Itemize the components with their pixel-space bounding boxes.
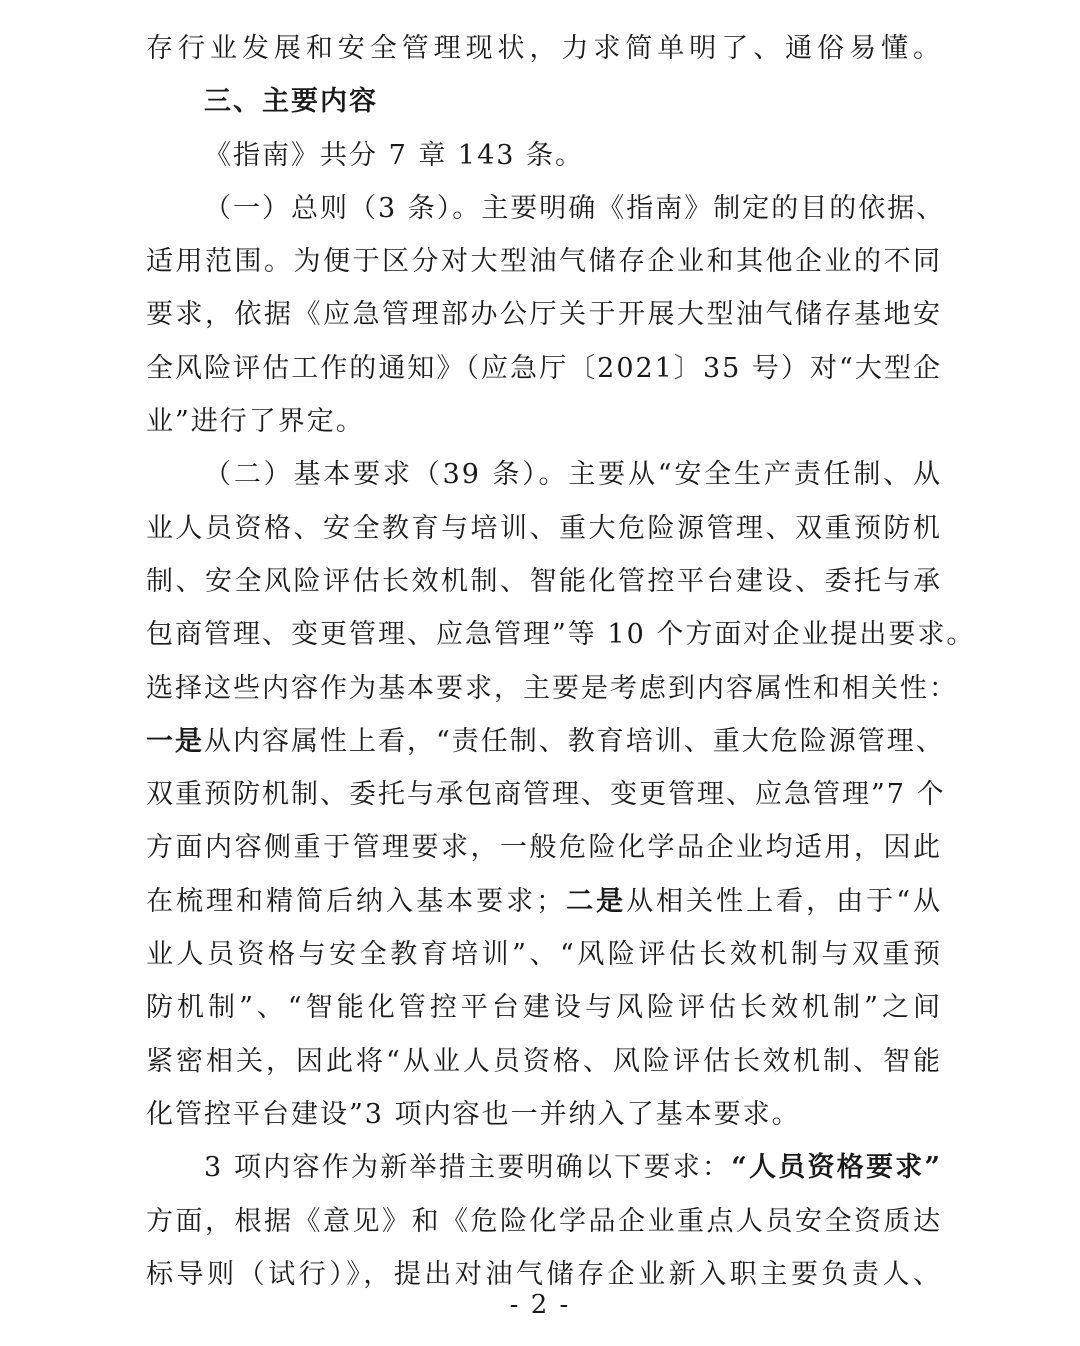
text-line-21: 化管控平台建设”3 项内容也一并纳入了基本要求。 (146, 1098, 801, 1130)
text-line-22-pre: 3 项内容作为新举措主要明确以下要求： (204, 1152, 732, 1184)
emphasis-first: 一是 (146, 725, 204, 757)
text-line-17-pre: 在梳理和精简后纳入基本要求； (146, 885, 566, 917)
text-line-6: 要求，依据《应急管理部办公厅关于开展大型油气储存基地安 (146, 299, 942, 331)
document-body (146, 22, 976, 1301)
subsection-general-provisions: （一）总则（3 条）。主要明确《指南》制定的目的依据、 (204, 192, 946, 224)
text-line-12: 包商管理、变更管理、应急管理”等 10 个方面对企业提出要求。 (146, 619, 976, 651)
text-line-17 (146, 875, 942, 928)
text-line-11: 制、安全风险评估长效机制、智能化管控平台建设、委托与承 (146, 565, 942, 597)
text-line-5: 适用范围。为便于区分对大型油气储存企业和其他企业的不同 (146, 246, 942, 278)
text-line-14 (146, 715, 945, 768)
page-number: - 2 - (509, 1290, 571, 1320)
text-line-22 (146, 1141, 942, 1194)
emphasis-personnel-qualification: “人员资格要求” (731, 1152, 943, 1184)
text-line-7: 全风险评估工作的通知》（应急厅〔2021〕35 号）对“大型企 (146, 352, 942, 384)
text-line-20: 紧密相关，因此将“从业人员资格、风险评估长效机制、智能 (146, 1045, 942, 1077)
text-line-10: 业人员资格、安全教育与培训、重大危险源管理、双重预防机 (146, 512, 942, 544)
section-heading-main-content: 三、主要内容 (204, 86, 378, 118)
text-line-24: 标导则（试行）》，提出对油气储存企业新入职主要负责人、 (146, 1258, 942, 1290)
text-line-23: 方面，根据《意见》和《危险化学品企业重点人员安全资质达 (146, 1205, 942, 1237)
subsection-basic-requirements: （二）基本要求（39 条）。主要从“安全生产责任制、从 (204, 459, 942, 491)
text-line-15: 双重预防机制、委托与承包商管理、变更管理、应急管理”7 个 (146, 779, 946, 811)
text-line-1: 存行业发展和安全管理现状，力求简单明了、通俗易懂。 (146, 33, 942, 64)
text-line-8: 业”进行了界定。 (146, 406, 365, 438)
text-line-16: 方面内容侧重于管理要求，一般危险化学品企业均适用，因此 (146, 832, 942, 864)
text-line-18: 业人员资格与安全教育培训”、“风险评估长效机制与双重预 (146, 939, 942, 971)
text-line-3: 《指南》共分 7 章 143 条。 (204, 139, 585, 171)
text-line-14-rest: 从内容属性上看，“责任制、教育培训、重大危险源管理、 (204, 725, 945, 757)
text-line-13: 选择这些内容作为基本要求，主要是考虑到内容属性和相关性： (146, 672, 958, 704)
text-line-17-rest: 从相关性上看，由于“从 (626, 885, 942, 917)
emphasis-second: 二是 (565, 885, 627, 917)
text-line-19: 防机制”、“智能化管控平台建设与风险评估长效机制”之间 (146, 992, 942, 1024)
